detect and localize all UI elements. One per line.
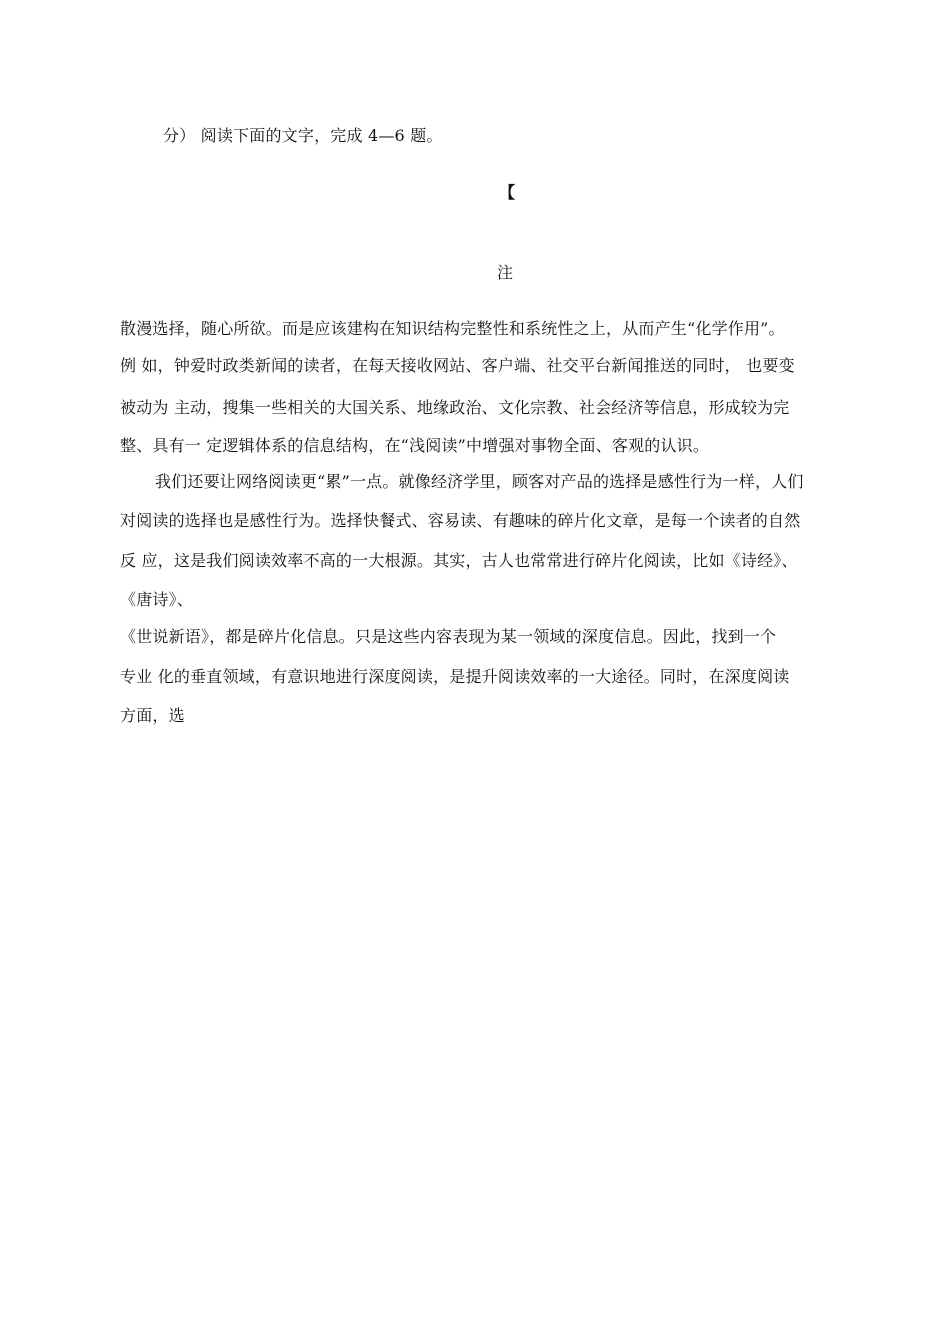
body-line-3: 被动为 主动，搜集一些相关的大国关系、地缘政治、文化宗教、社会经济等信息，形成较为完	[120, 398, 790, 417]
bracket-mark: 【	[499, 183, 516, 202]
intro-line: 分） 阅读下面的文字，完成 4—6 题。	[163, 126, 443, 145]
note-label: 注	[497, 263, 514, 282]
body-line-6: 对阅读的选择也是感性行为。选择快餐式、容易读、有趣味的碎片化文章，是每一个读者的自然	[120, 511, 801, 530]
body-line-9: 《世说新语》，都是碎片化信息。只是这些内容表现为某一领域的深度信息。因此，找到一个	[120, 627, 777, 646]
body-line-11: 方面，选	[120, 706, 185, 725]
body-line-8: 《唐诗》、	[120, 590, 194, 609]
body-line-2: 例 如，钟爱时政类新闻的读者，在每天接收网站、客户端、社交平台新闻推送的同时， 也要变	[120, 356, 795, 375]
body-line-4: 整、具有一 定逻辑体系的信息结构，在“浅阅读”中增强对事物全面、客观的认识。	[120, 436, 710, 455]
body-line-10: 专业 化的垂直领域，有意识地进行深度阅读，是提升阅读效率的一大途径。同时，在深度阅读	[120, 667, 790, 686]
body-line-7: 反 应，这是我们阅读效率不高的一大根源。其实，古人也常常进行碎片化阅读，比如《诗经》、	[120, 551, 798, 570]
body-line-1: 散漫选择，随心所欲。而是应该建构在知识结构完整性和系统性之上，从而产生“化学作用”。	[120, 319, 785, 338]
body-line-5: 我们还要让网络阅读更“累”一点。就像经济学里，顾客对产品的选择是感性行为一样，人们	[155, 472, 804, 491]
